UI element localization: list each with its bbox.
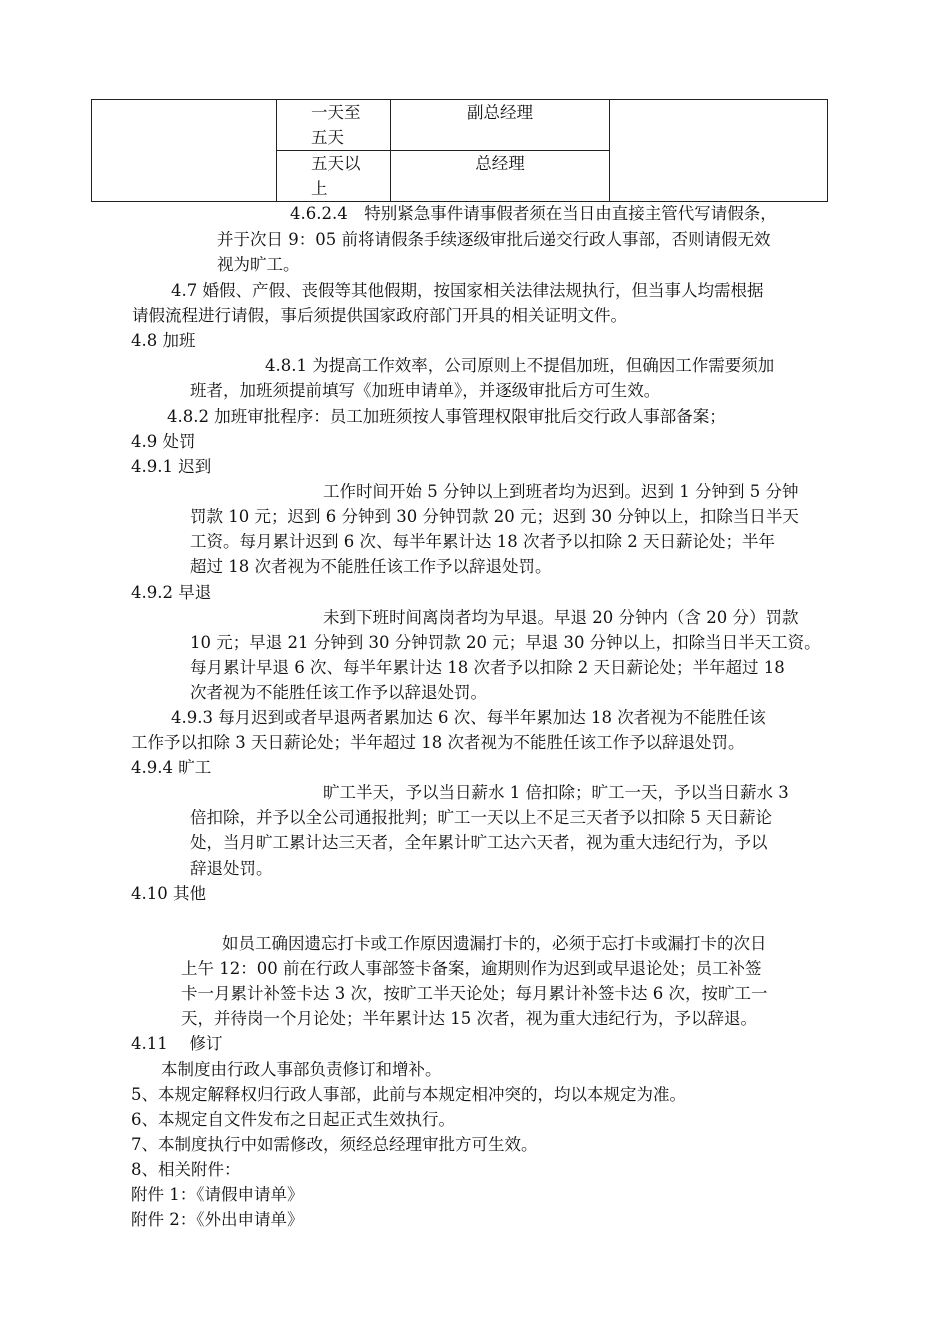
heading-4-9-2: 4.9.2 早退 — [131, 583, 212, 602]
body-line: 未到下班时间离岗者均为早退。早退 20 分钟内（含 20 分）罚款 — [323, 608, 799, 627]
item-8: 8、相关附件： — [131, 1160, 241, 1179]
attachment-1: 附件 1：《请假申请单》 — [131, 1185, 304, 1204]
heading-4-11: 4.11 修订 — [131, 1034, 223, 1053]
body-line: 卡一月累计补签卡达 3 次，按旷工半天论处；每月累计补签卡达 6 次，按旷工一 — [181, 984, 768, 1003]
heading-4-10: 4.10 其他 — [131, 884, 206, 903]
duration-cell — [277, 151, 391, 202]
heading-4-9: 4.9 处罚 — [131, 432, 196, 451]
body-line: 工作予以扣除 3 天日薪论处；半年超过 18 次者视为不能胜任该工作予以辞退处罚。 — [131, 733, 745, 752]
clause-4-8-2: 4.8.2 加班审批程序：员工加班须按人事管理权限审批后交行政人事部备案； — [167, 407, 726, 426]
body-line: 视为旷工。 — [217, 255, 300, 274]
approver-text: 总经理 — [475, 154, 525, 173]
body-line: 辞退处罚。 — [190, 859, 273, 878]
table-cell-empty — [92, 100, 277, 202]
clause-4-6-2-4: 4.6.2.4 特别紧急事件请事假者须在当日由直接主管代写请假条， — [290, 204, 777, 223]
body-line: 次者视为不能胜任该工作予以辞退处罚。 — [190, 683, 487, 702]
body-line: 处，当月旷工累计达三天者，全年累计旷工达六天者，视为重大违纪行为，予以 — [190, 833, 768, 852]
approval-authority-table — [91, 99, 828, 202]
approver-cell — [391, 151, 610, 202]
body-line: 旷工半天，予以当日薪水 1 倍扣除；旷工一天，予以当日薪水 3 — [323, 783, 789, 802]
body-line: 超过 18 次者视为不能胜任该工作予以辞退处罚。 — [190, 557, 552, 576]
body-line: 工作时间开始 5 分钟以上到班者均为迟到。迟到 1 分钟到 5 分钟 — [323, 482, 799, 501]
clause-4-8-1: 4.8.1 为提高工作效率，公司原则上不提倡加班，但确因工作需要须加 — [265, 356, 775, 375]
duration-text: 五天以 — [311, 154, 361, 173]
heading-4-8: 4.8 加班 — [131, 331, 196, 350]
approver-text: 副总经理 — [467, 103, 533, 122]
duration-cell — [277, 100, 391, 151]
body-line: 如员工确因遗忘打卡或工作原因遗漏打卡的，必须于忘打卡或漏打卡的次日 — [222, 934, 767, 953]
duration-text: 一天至 — [311, 103, 361, 122]
duration-text: 上 — [311, 179, 328, 198]
table-row — [92, 100, 828, 151]
body-line: 本制度由行政人事部负责修订和增补。 — [161, 1060, 442, 1079]
item-5: 5、本规定解释权归行政人事部，此前与本规定相冲突的，均以本规定为准。 — [131, 1085, 686, 1104]
clause-4-9-3: 4.9.3 每月迟到或者早退两者累加达 6 次、每半年累加达 18 次者视为不能胜任该 — [171, 708, 766, 727]
heading-4-9-1: 4.9.1 迟到 — [131, 457, 212, 476]
duration-text: 五天 — [311, 128, 344, 147]
body-line: 请假流程进行请假，事后须提供国家政府部门开具的相关证明文件。 — [132, 306, 627, 325]
body-line: 每月累计早退 6 次、每半年累计达 18 次者予以扣除 2 天日薪论处；半年超过 18 — [190, 658, 785, 677]
body-line: 班者，加班须提前填写《加班申请单》，并逐级审批后方可生效。 — [190, 381, 661, 400]
approver-cell — [391, 100, 610, 151]
item-6: 6、本规定自文件发布之日起正式生效执行。 — [131, 1110, 455, 1129]
heading-4-9-4: 4.9.4 旷工 — [131, 758, 212, 777]
clause-4-7: 4.7 婚假、产假、丧假等其他假期，按国家相关法律法规执行，但当事人均需根据 — [171, 281, 764, 300]
body-line: 罚款 10 元；迟到 6 分钟到 30 分钟罚款 20 元；迟到 30 分钟以上，扣除当日半天 — [190, 507, 799, 526]
body-line: 并于次日 9：05 前将请假条手续逐级审批后递交行政人事部，否则请假无效 — [217, 230, 771, 249]
attachment-2: 附件 2：《外出申请单》 — [131, 1210, 304, 1229]
body-line: 工资。每月累计迟到 6 次、每半年累计达 18 次者予以扣除 2 天日薪论处；半年 — [190, 532, 775, 551]
item-7: 7、本制度执行中如需修改，须经总经理审批方可生效。 — [131, 1135, 538, 1154]
body-line: 天，并待岗一个月论处；半年累计达 15 次者，视为重大违纪行为，予以辞退。 — [181, 1009, 757, 1028]
body-line: 上午 12：00 前在行政人事部签卡备案，逾期则作为迟到或早退论处；员工补签 — [181, 959, 762, 978]
table-cell-empty — [610, 100, 828, 202]
body-line: 倍扣除，并予以全公司通报批判；旷工一天以上不足三天者予以扣除 5 天日薪论 — [190, 808, 772, 827]
body-line: 10 元；早退 21 分钟到 30 分钟罚款 20 元；早退 30 分钟以上，扣除当日半天工资。 — [190, 633, 821, 652]
